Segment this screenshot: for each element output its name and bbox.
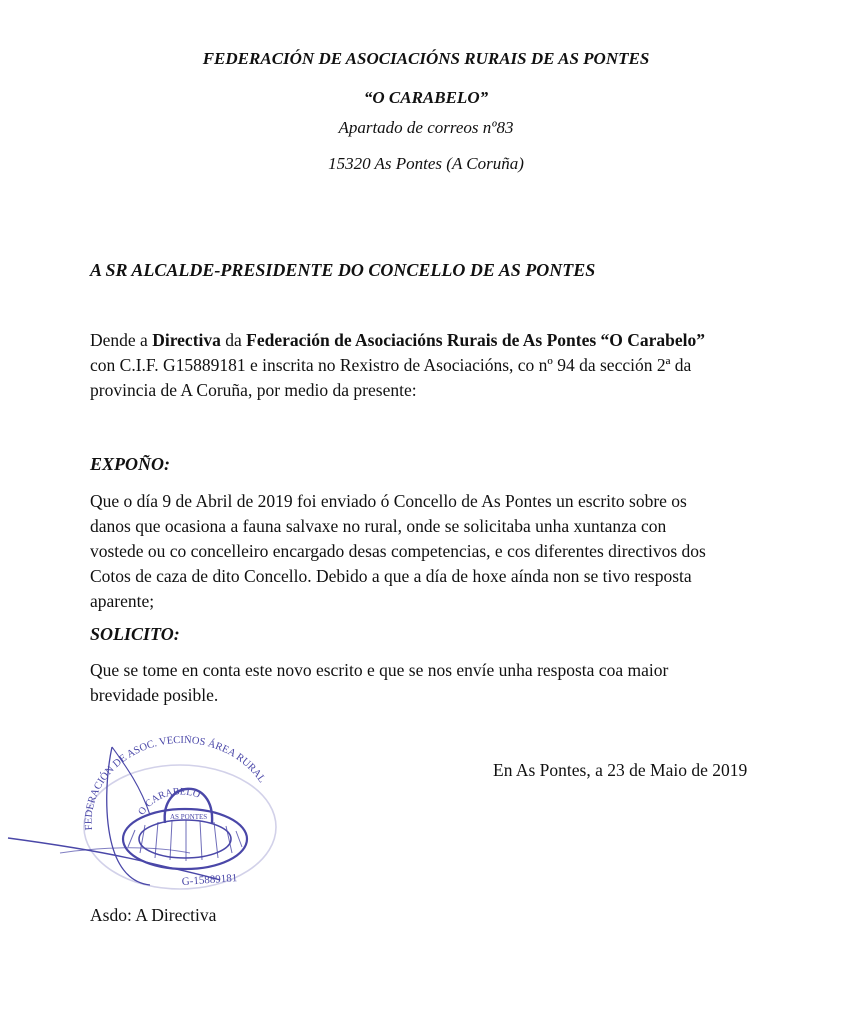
signoff: Asdo: A Directiva: [90, 905, 217, 925]
association-stamp: [0, 735, 300, 895]
stamp-center-bottom: AS PONTES: [170, 813, 208, 821]
intro-line-1: [90, 328, 773, 353]
stamp-cif: G-15889181: [181, 872, 238, 888]
expono-heading: EXPOÑO:: [90, 454, 170, 474]
organization-nickname: “O CARABELO”: [363, 88, 489, 107]
stamp-ink: [8, 747, 276, 889]
expono-line: aparente;: [90, 591, 155, 611]
intro-line-3: provincia de A Coruña, por medio da presente:: [90, 380, 417, 400]
stamp-ring-text: FEDERACIÓN DE ASOC. VECIÑOS ÁREA RURAL: [83, 735, 268, 831]
expono-paragraph: [90, 489, 773, 614]
expono-line: danos que ocasiona a fauna salvaxe no rural, onde se solicitaba unha xuntanza con: [90, 516, 667, 536]
solicito-heading: SOLICITO:: [90, 624, 180, 644]
solicito-line: brevidade posible.: [90, 685, 219, 705]
postal-address: 15320 As Pontes (A Coruña): [328, 154, 524, 173]
solicito-line: Que se tome en conta este novo escrito e que se nos envíe unha resposta coa maior: [90, 660, 669, 680]
expono-line: Que o día 9 de Abril de 2019 foi enviado ó Concello de As Pontes un escrito sobre os: [90, 491, 687, 511]
stamp-center-top: O CARABELO: [136, 786, 202, 818]
intro-bold-federation: Federación de Asociacións Rurais de As Pontes “O Carabelo”: [246, 330, 706, 350]
po-box: Apartado de correos nº83: [338, 118, 514, 137]
intro-text: Dende a: [90, 330, 153, 350]
intro-bold-directiva: Directiva: [152, 330, 221, 350]
expono-line: vostede ou co concelleiro encargado desas competencias, e cos diferentes directivos dos: [90, 541, 706, 561]
date-line: En As Pontes, a 23 de Maio de 2019: [493, 760, 748, 780]
intro-paragraph: [90, 328, 773, 403]
recipient-heading: A SR ALCALDE-PRESIDENTE DO CONCELLO DE AS PONTES: [90, 260, 596, 280]
organization-name: FEDERACIÓN DE ASOCIACIÓNS RURAIS DE AS PONTES: [202, 49, 650, 68]
intro-text: da: [220, 330, 247, 350]
solicito-paragraph: [90, 658, 773, 708]
expono-line: Cotos de caza de dito Concello. Debido a que a día de hoxe aínda non se tivo resposta: [90, 566, 692, 586]
intro-line-2: con C.I.F. G15889181 e inscrita no Rexistro de Asociacións, co nº 94 da sección 2ª da: [90, 355, 692, 375]
